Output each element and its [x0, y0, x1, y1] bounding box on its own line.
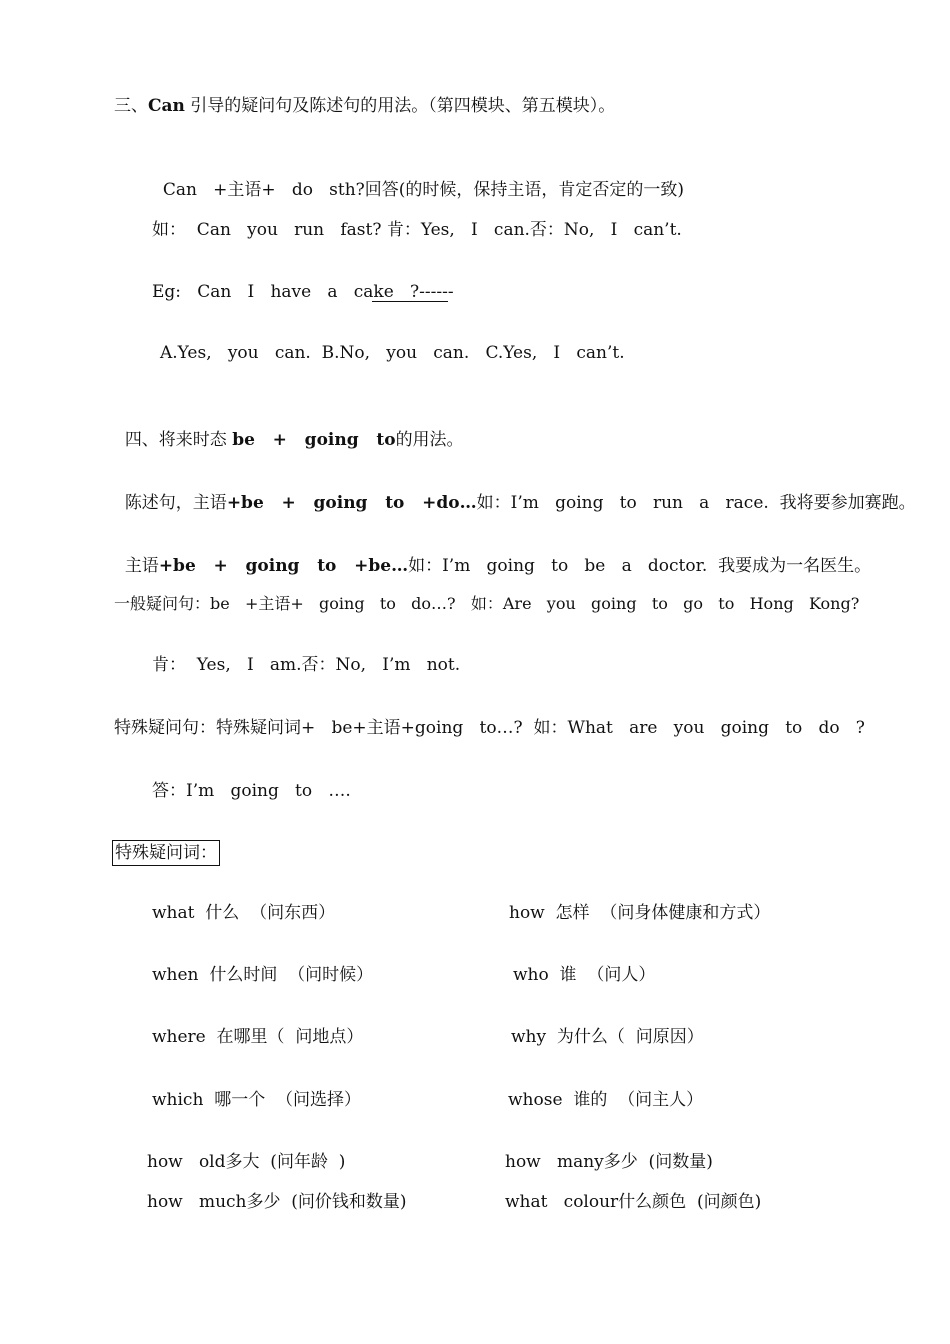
wh-item-right: why 为什么（ 问原因）	[511, 1027, 704, 1047]
wh-item-left: how old多大 (问年龄 )	[147, 1152, 346, 1172]
wh-item-left: where 在哪里（ 问地点）	[152, 1027, 364, 1047]
wh-title: 特殊疑问词：	[112, 840, 220, 866]
statement-rest: 如：I’m going to be a doctor. 我要成为一名医生。	[408, 556, 872, 576]
statement-prefix: 主语	[124, 556, 159, 576]
statement-bold: +be + going to +be…	[158, 556, 409, 576]
title-rest: 引导的疑问句及陈述句的用法。（第四模块、第五模块）。	[184, 96, 616, 116]
special-question: 特殊疑问句：特殊疑问词+ be+主语+going to…? 如：What are you going to do ?	[114, 718, 865, 738]
general-question: 一般疑问句：be +主语+ going to do…? 如：Are you going to go to Hong Kong?	[114, 594, 860, 613]
wh-item-left: how much多少 (问价钱和数量)	[147, 1192, 407, 1212]
statement-bold: +be + going to +do…	[226, 493, 477, 513]
title-prefix: 四、将来时态	[124, 430, 233, 450]
wh-item-left: when 什么时间 （问时候）	[152, 965, 374, 985]
can-pattern	[152, 154, 684, 202]
title-prefix: 三、	[114, 96, 148, 116]
wh-item-right: how 怎样 （问身体健康和方式）	[509, 903, 771, 923]
can-eg: Eg: Can I have a cake ?------	[152, 282, 454, 302]
blank-underline	[372, 301, 448, 302]
wh-item-right: who 谁 （问人）	[513, 965, 656, 985]
can-example: 如： Can you run fast? 肯：Yes, I can.否：No, I can’t.	[152, 220, 682, 240]
title-bold: be + going to	[232, 430, 396, 450]
statement-prefix: 陈述句，主语	[124, 493, 227, 513]
section-can-title	[114, 94, 615, 118]
title-bold: Can	[148, 96, 185, 116]
wh-item-left: which 哪一个 （问选择）	[152, 1090, 362, 1110]
can-options: A.Yes, you can. B.No, you can. C.Yes, I can’t.	[160, 343, 625, 363]
statement-1	[114, 467, 916, 515]
pattern-text: Can +主语+ do sth?	[162, 180, 365, 200]
wh-item-left: what 什么 （问东西）	[152, 903, 336, 923]
section-going-title	[114, 404, 464, 452]
title-rest: 的用法。	[395, 430, 464, 450]
wh-item-right: what colour什么颜色 (问颜色)	[505, 1192, 762, 1212]
pattern-note: 回答(的时候，保持主语，肯定否定的一致)	[364, 180, 685, 200]
wh-item-right: whose 谁的 （问主人）	[508, 1090, 704, 1110]
statement-2	[114, 530, 871, 578]
statement-rest: 如：I’m going to run a race. 我将要参加赛跑。	[476, 493, 916, 513]
special-answer: 答：I’m going to ….	[152, 781, 351, 801]
general-answer: 肯： Yes, I am.否：No, I’m not.	[152, 655, 461, 675]
wh-item-right: how many多少 (问数量)	[505, 1152, 713, 1172]
